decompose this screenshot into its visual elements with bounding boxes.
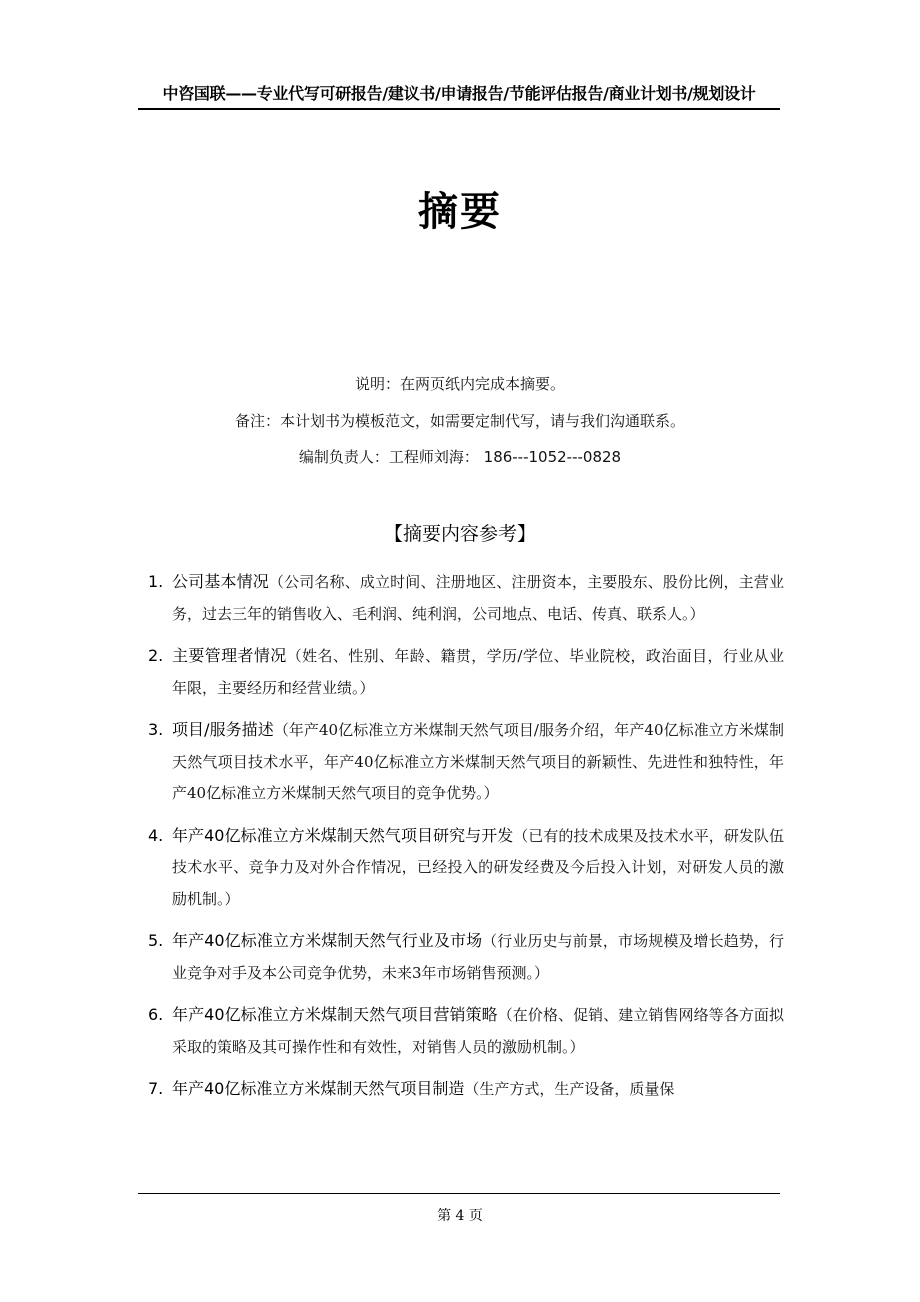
footer-divider bbox=[138, 1193, 780, 1194]
item-number: 5. bbox=[148, 931, 164, 950]
item-number: 4. bbox=[148, 825, 164, 845]
list-item bbox=[148, 999, 784, 1063]
item-description: （公司名称、成立时间、注册地区、注册资本，主要股东、股份比例，主营业务，过去三年的销售收入、毛利润、纯利润，公司地点、电话、传真、联系人。） bbox=[172, 573, 784, 623]
reference-heading: 【摘要内容参考】 bbox=[383, 523, 536, 545]
item-heading: 年产40亿标准立方米煤制天然气项目研究与开发 bbox=[172, 825, 514, 845]
item-heading: 主要管理者情况 bbox=[172, 646, 287, 665]
item-number: 1. bbox=[148, 572, 164, 591]
item-number: 7. bbox=[148, 1079, 164, 1098]
list-item bbox=[148, 1073, 784, 1106]
summary-item-list bbox=[148, 566, 784, 1116]
item-description: （已有的技术成果及技术水平，研发队伍技术水平、竞争力及对外合作情况，已经投入的研发经费及今后投入计划，对研发人员的激励机制。） bbox=[172, 826, 784, 908]
item-description: （在价格、促销、建立销售网络等各方面拟采取的策略及其可操作性和有效性，对销售人员的激励机制。） bbox=[172, 1006, 784, 1056]
note-remark: 备注：本计划书为模板范文，如需要定制代写，请与我们沟通联系。 bbox=[234, 412, 685, 430]
item-description: （姓名、性别、年龄、籍贯，学历/学位、毕业院校，政治面目，行业从业年限，主要经历和经营业绩。） bbox=[172, 647, 784, 697]
item-heading: 项目/服务描述 bbox=[172, 720, 274, 739]
list-item bbox=[148, 640, 784, 704]
note-contact: 编制负责人：工程师刘海： 186---1052---0828 bbox=[298, 448, 622, 466]
list-item bbox=[148, 714, 784, 810]
list-item bbox=[148, 566, 784, 630]
item-number: 2. bbox=[148, 646, 164, 665]
item-description: （生产方式，生产设备，质量保 bbox=[464, 1080, 675, 1098]
page-title: 摘要 bbox=[418, 188, 502, 235]
item-heading: 公司基本情况 bbox=[172, 572, 269, 591]
document-header: 中咨国联——专业代写可研报告/建议书/申请报告/节能评估报告/商业计划书/规划设计 bbox=[162, 84, 756, 103]
header-divider bbox=[138, 108, 780, 110]
item-heading: 年产40亿标准立方米煤制天然气行业及市场 bbox=[172, 931, 483, 950]
item-description: （行业历史与前景，市场规模及增长趋势，行业竞争对手及本公司竞争优势，未来3年市场销售预测。） bbox=[172, 932, 784, 982]
list-item bbox=[148, 820, 784, 916]
item-heading: 年产40亿标准立方米煤制天然气项目制造 bbox=[172, 1079, 465, 1098]
item-number: 6. bbox=[148, 1005, 164, 1024]
note-instruction: 说明：在两页纸内完成本摘要。 bbox=[354, 375, 565, 393]
list-item bbox=[148, 925, 784, 989]
item-heading: 年产40亿标准立方米煤制天然气项目营销策略 bbox=[172, 1005, 498, 1024]
item-description: （年产40亿标准立方米煤制天然气项目/服务介绍，年产40亿标准立方米煤制天然气项目技术水平，年产40亿标准立方米煤制天然气项目的新颖性、先进性和独特性，年产40亿标准立方米煤制天然气项目的竞争优势。） bbox=[172, 721, 784, 802]
page-number: 第 4 页 bbox=[437, 1208, 483, 1224]
item-number: 3. bbox=[148, 720, 164, 739]
